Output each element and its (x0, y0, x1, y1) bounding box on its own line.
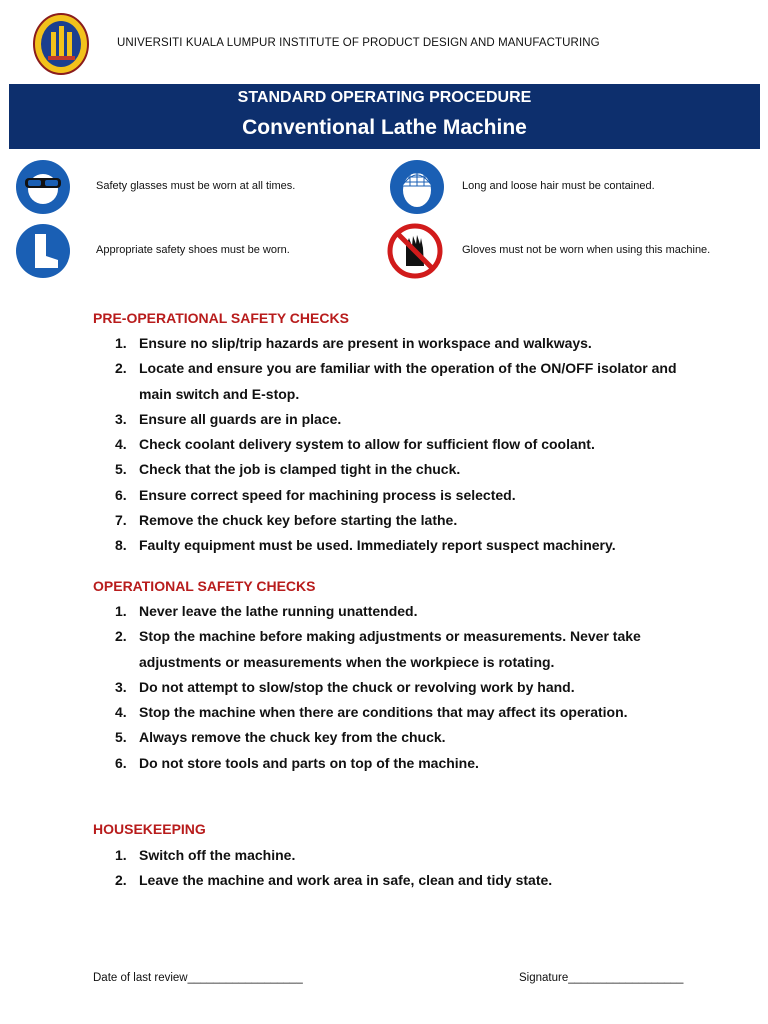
list-item: 7. Remove the chuck key before starting the lathe. (115, 512, 458, 529)
list-item: 8. Faulty equipment must be used. Immediately report suspect machinery. (115, 537, 616, 554)
section-title-housekeeping: HOUSEKEEPING (93, 821, 206, 837)
university-logo-icon (32, 12, 90, 76)
list-item: 1. Switch off the machine. (115, 847, 296, 863)
ppe-text-gloves: Gloves must not be worn when using this machine. (462, 244, 711, 256)
signature-field: Signature__________________ (519, 972, 684, 984)
list-item: 2. Leave the machine and work area in safe, clean and tidy state. (115, 872, 553, 889)
list-item: 4. Check coolant delivery system to allow for sufficient flow of coolant. (115, 436, 595, 453)
section-title-pre-operational: PRE-OPERATIONAL SAFETY CHECKS (93, 310, 349, 326)
list-item: 2. Stop the machine before making adjustments or measurements. Never take adjustments or measurements when the workpiece is rotating. (115, 628, 641, 670)
list-item: 5. Always remove the chuck key from the chuck. (115, 729, 446, 746)
list-item: 5. Check that the job is clamped tight in the chuck. (115, 461, 461, 478)
document-type: STANDARD OPERATING PROCEDURE (237, 89, 532, 106)
list-item: 6. Ensure correct speed for machining process is selected. (115, 486, 516, 503)
operational-checklist (93, 599, 693, 776)
list-item: 3. Do not attempt to slow/stop the chuck or revolving work by hand. (115, 678, 575, 695)
title-banner (9, 84, 760, 149)
ppe-text-glasses: Safety glasses must be worn at all times. (96, 180, 296, 192)
ppe-text-hair: Long and loose hair must be contained. (462, 180, 655, 192)
safety-boots-icon (14, 222, 72, 280)
no-gloves-icon (386, 222, 444, 280)
list-item: 3. Ensure all guards are in place. (115, 410, 342, 427)
section-title-operational: OPERATIONAL SAFETY CHECKS (93, 578, 316, 594)
hair-net-icon (388, 158, 446, 216)
housekeeping-checklist (93, 843, 693, 894)
list-item: 2. Locate and ensure you are familiar with the operation of the ON/OFF isolator and main switch and E-stop. (115, 360, 677, 402)
safety-glasses-icon (14, 158, 72, 216)
institute-name: UNIVERSITI KUALA LUMPUR INSTITUTE OF PRODUCT DESIGN AND MANUFACTURING (117, 37, 600, 49)
review-date-field: Date of last review__________________ (93, 972, 303, 984)
list-item: 1. Never leave the lathe running unattended. (115, 603, 418, 619)
page-title: Conventional Lathe Machine (242, 116, 527, 139)
list-item: 4. Stop the machine when there are conditions that may affect its operation. (115, 704, 628, 721)
ppe-text-shoes: Appropriate safety shoes must be worn. (96, 244, 290, 256)
pre-operational-checklist (93, 331, 693, 559)
list-item: 1. Ensure no slip/trip hazards are present in workspace and walkways. (115, 335, 592, 351)
list-item: 6. Do not store tools and parts on top of the machine. (115, 754, 479, 771)
